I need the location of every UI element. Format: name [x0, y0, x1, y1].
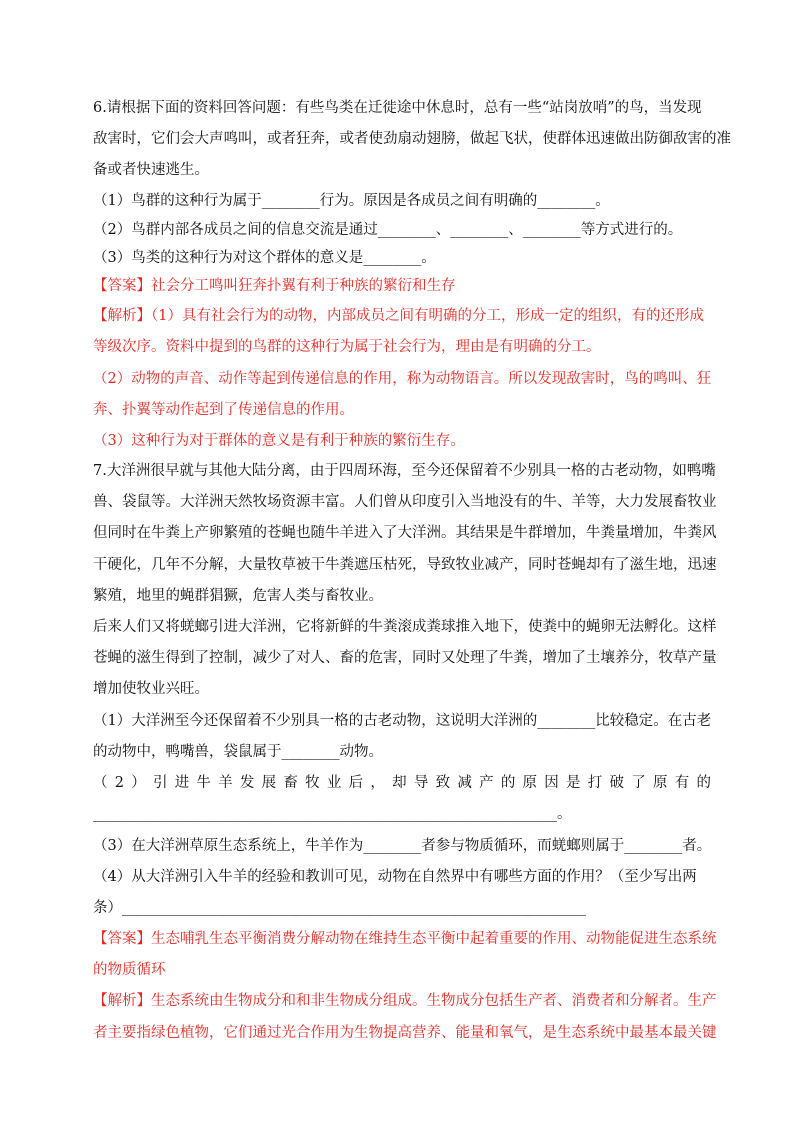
q7-subquestion-2-line-2: ________________________________________________________________。 — [93, 806, 572, 822]
q6-stem-line-3: 备或者快速逃生。 — [93, 162, 209, 178]
q7-stem-line-1: 7.大洋洲很早就与其他大陆分离，由于四周环海，至今还保留着不少别具一格的古老动物，如鸭嘴 — [93, 463, 716, 479]
q7-subquestion-4-line-2: 条）________________________________________________________________ — [93, 900, 586, 916]
q7-subquestion-2-line-1: （2）引进牛羊发展畜牧业后，却导致减产的原因是打破了原有的 — [93, 775, 711, 791]
q7-stem-line-6: 后来人们又将蜣螂引进大洋洲，它将新鲜的牛粪滚成粪球推入地下，使粪中的蝇卵无法孵化。这样 — [93, 619, 717, 635]
q7-subquestion-4-line-1: （4）从大洋洲引入牛羊的经验和教训可见，动物在自然界中有哪些方面的作用？（至少写出两 — [93, 869, 697, 885]
q6-stem-line-2: 敌害时，它们会大声鸣叫，或者狂奔，或者使劲扇动翅膀，做起飞状，使群体迅速做出防御敌害的准 — [93, 131, 731, 147]
q7-stem-line-8: 增加使牧业兴旺。 — [93, 681, 209, 697]
q7-analysis-line-2: 者主要指绿色植物，它们通过光合作用为生物提高营养、能量和氧气，是生态系统中最基本最关键 — [93, 1025, 717, 1041]
q7-answer-line-2: 的物质循环 — [93, 962, 166, 978]
q7-stem-line-3: 但同时在牛粪上产卵繁殖的苍蝇也随牛羊进入了大洋洲。其结果是牛群增加，牛粪量增加，牛粪风 — [93, 525, 717, 541]
q7-subquestion-3: （3）在大洋洲草原生态系统上，牛羊作为________者参与物质循环，而蜣螂则属于________者。 — [93, 838, 712, 854]
q6-subquestion-1: （1）鸟群的这种行为属于________行为。原因是各成员之间有明确的________。 — [93, 193, 610, 209]
q6-subquestion-2: （2）鸟群内部各成员之间的信息交流是通过________、________、________等方式进行的。 — [93, 222, 683, 238]
q7-stem-line-4: 干硬化，几年不分解，大量牧草被干牛粪遮压枯死，导致牧业减产，同时苍蝇却有了滋生地，迅速 — [93, 557, 717, 573]
q6-analysis-line-4: 奔、扑翼等动作起到了传递信息的作用。 — [93, 402, 354, 418]
q6-analysis-line-3: （2）动物的声音、动作等起到传递信息的作用，称为动物语言。所以发现敌害时，鸟的鸣叫、狂 — [93, 371, 712, 387]
q6-analysis-line-1: 【解析】（1）具有社会行为的动物，内部成员之间有明确的分工，形成一定的组织，有的还形成 — [93, 308, 704, 324]
q6-stem-line-1: 6.请根据下面的资料回答问题：有些鸟类在迁徙途中休息时，总有一些“站岗放哨”的鸟，当发现 — [93, 100, 702, 116]
q6-answer: 【答案】社会分工鸣叫狂奔扑翼有利于种族的繁衍和生存 — [93, 278, 456, 294]
q7-analysis-line-1: 【解析】生态系统由生物成分和和非生物成分组成。生物成分包括生产者、消费者和分解者。生产 — [93, 993, 717, 1009]
q6-analysis-line-5: （3）这种行为对于群体的意义是有利于种族的繁衍生存。 — [93, 433, 465, 449]
q6-analysis-line-2: 等级次序。资料中提到的鸟群的这种行为属于社会行为，理由是有明确的分工。 — [93, 339, 601, 355]
q6-subquestion-3: （3）鸟类的这种行为对这个群体的意义是________。 — [93, 250, 436, 266]
q7-stem-line-7: 苍蝇的滋生得到了控制，减少了对人、畜的危害，同时又处理了牛粪，增加了土壤养分，牧草产量 — [93, 650, 717, 666]
q7-subquestion-1-line-1: （1）大洋洲至今还保留着不少别具一格的古老动物，这说明大洋洲的________比较稳定。在古老 — [93, 713, 712, 729]
q7-subquestion-1-line-2: 的动物中，鸭嘴兽，袋鼠属于________动物。 — [93, 744, 383, 760]
q7-answer-line-1: 【答案】生态哺乳生态平衡消费分解动物在维持生态平衡中起着重要的作用、动物能促进生态系统 — [93, 931, 717, 947]
q7-stem-line-5: 繁殖，地里的蝇群猖獗，危害人类与畜牧业。 — [93, 588, 383, 604]
q7-stem-line-2: 兽、袋鼠等。大洋洲天然牧场资源丰富。人们曾从印度引入当地没有的牛、羊等，大力发展畜牧业 — [93, 494, 717, 510]
